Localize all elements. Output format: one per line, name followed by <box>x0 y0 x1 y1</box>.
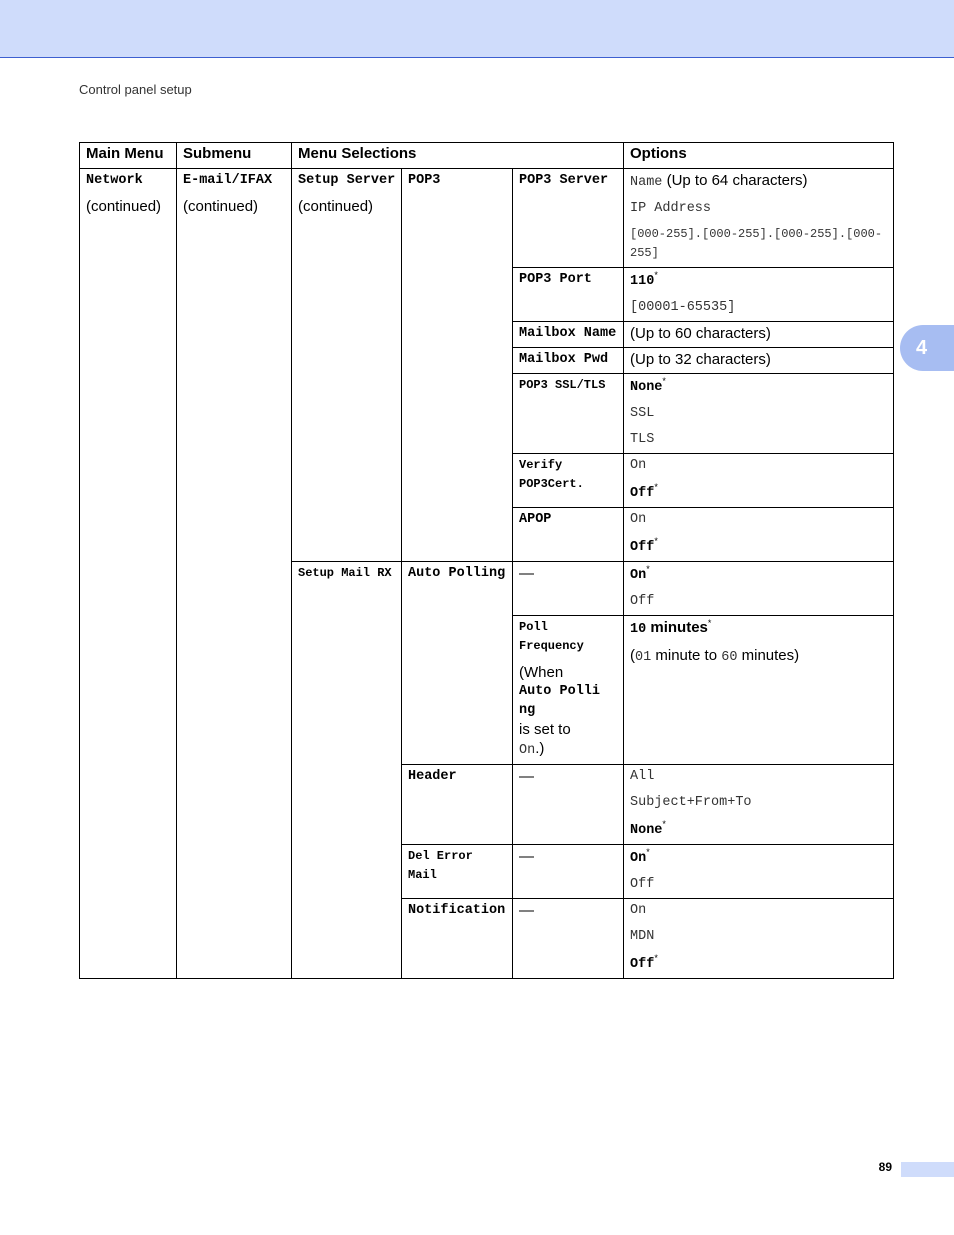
setup-mail-rx-cell <box>292 562 402 979</box>
option-off: Off <box>630 594 655 609</box>
mailbox-pwd-options <box>624 348 894 374</box>
option-ip-range: [000-255].[000-255].[000-255].[000-255] <box>630 227 883 260</box>
default-marker: * <box>654 270 658 280</box>
range-mid: minute to <box>651 647 722 664</box>
pop3-server-label: POP3 Server <box>519 173 609 188</box>
range-min: 01 <box>635 650 652 665</box>
setup-server-note: (continued) <box>298 198 374 215</box>
default-marker: * <box>662 376 666 386</box>
header-submenu: Submenu <box>177 143 292 169</box>
option-default-num: 10 <box>630 622 647 637</box>
default-marker: * <box>654 953 658 963</box>
option-none: None <box>630 823 663 838</box>
option-port-range: [00001-65535] <box>630 300 736 315</box>
default-marker: * <box>646 564 650 574</box>
verify-cert-label: Verify POP3Cert. <box>519 458 584 491</box>
pop3-port-label: POP3 Port <box>519 272 592 287</box>
option-none: None <box>630 380 663 395</box>
del-error-mail-options <box>624 845 894 899</box>
auto-polling-sub <box>513 562 624 616</box>
header-sub <box>513 765 624 845</box>
option-on: On <box>630 903 647 918</box>
dash: — <box>519 768 534 785</box>
mailbox-name-cell <box>513 322 624 348</box>
poll-frequency-label: Poll Frequency <box>519 620 584 653</box>
mailbox-name-options <box>624 322 894 348</box>
main-menu-cell <box>80 169 177 979</box>
notification-cell <box>402 899 513 979</box>
option-on: On <box>630 851 647 866</box>
pop3-server-options <box>624 169 894 268</box>
default-marker: * <box>654 536 658 546</box>
verify-cert-options <box>624 454 894 508</box>
option-all: All <box>630 769 655 784</box>
dash: — <box>519 848 534 865</box>
poll-when-value: On <box>519 743 536 758</box>
del-error-mail-label: Del Error Mail <box>408 849 473 882</box>
header-label: Header <box>408 769 457 784</box>
main-menu-name: Network <box>86 173 143 188</box>
option-subject-from-to: Subject+From+To <box>630 795 752 810</box>
default-marker: * <box>654 482 658 492</box>
option-default-unit: minutes <box>646 619 708 636</box>
dash: — <box>519 565 534 582</box>
header-menu-selections: Menu Selections <box>292 143 624 169</box>
menu-table <box>79 142 894 979</box>
option-off: Off <box>630 877 655 892</box>
default-marker: * <box>662 819 666 829</box>
header-options: Options <box>624 143 894 169</box>
option-ip-address: IP Address <box>630 201 712 216</box>
apop-cell <box>513 508 624 562</box>
submenu-cell <box>177 169 292 979</box>
apop-label: APOP <box>519 512 552 527</box>
default-marker: * <box>707 618 712 628</box>
option-mdn: MDN <box>630 929 655 944</box>
poll-frequency-cell <box>513 616 624 765</box>
mailbox-pwd-cell <box>513 348 624 374</box>
option-off: Off <box>630 957 655 972</box>
main-menu-note: (continued) <box>86 198 162 215</box>
option-name-desc: (Up to 64 characters) <box>662 172 808 189</box>
table-row <box>80 169 894 268</box>
apop-options <box>624 508 894 562</box>
poll-when-close: .) <box>535 740 545 757</box>
pop3-port-cell <box>513 268 624 322</box>
option-mailbox-pwd: (Up to 32 characters) <box>630 351 771 368</box>
range-max: 60 <box>721 650 738 665</box>
pop3-ssl-cell <box>513 374 624 454</box>
setup-server-name: Setup Server <box>298 173 396 188</box>
option-default-port: 110 <box>630 274 655 289</box>
submenu-name: E-mail/IFAX <box>183 173 273 188</box>
option-on: On <box>630 568 647 583</box>
notification-options <box>624 899 894 979</box>
pop3-ssl-label: POP3 SSL/TLS <box>519 378 606 392</box>
del-error-mail-sub <box>513 845 624 899</box>
top-band <box>0 0 954 58</box>
header-options <box>624 765 894 845</box>
auto-polling-cell <box>402 562 513 765</box>
mailbox-name-label: Mailbox Name <box>519 326 617 341</box>
auto-polling-label: Auto Polling <box>408 566 506 581</box>
poll-when-open: (When <box>519 664 564 681</box>
notification-sub <box>513 899 624 979</box>
pop3-ssl-options <box>624 374 894 454</box>
option-on: On <box>630 512 647 527</box>
poll-when-mid: is set to <box>519 721 571 738</box>
option-mailbox-name: (Up to 60 characters) <box>630 325 771 342</box>
page-header-title: Control panel setup <box>79 82 192 97</box>
default-marker: * <box>646 847 650 857</box>
pop3-port-options <box>624 268 894 322</box>
page-number: 89 <box>878 1160 892 1174</box>
table-header-row <box>80 143 894 169</box>
setup-server-cell <box>292 169 402 562</box>
option-off: Off <box>630 540 655 555</box>
option-ssl: SSL <box>630 406 655 421</box>
pop3-cell <box>402 169 513 562</box>
mailbox-pwd-label: Mailbox Pwd <box>519 352 609 367</box>
dash: — <box>519 902 534 919</box>
verify-cert-cell <box>513 454 624 508</box>
header-cell <box>402 765 513 845</box>
option-name: Name <box>630 175 663 190</box>
option-on: On <box>630 458 647 473</box>
range-close: minutes) <box>737 647 800 664</box>
range-open: ( <box>630 647 635 664</box>
del-error-mail-cell <box>402 845 513 899</box>
submenu-note: (continued) <box>183 198 259 215</box>
poll-when-setting: Auto Polli ng <box>519 684 601 718</box>
header-main-menu: Main Menu <box>80 143 177 169</box>
pop3-server-cell <box>513 169 624 268</box>
notification-label: Notification <box>408 903 506 918</box>
auto-polling-options <box>624 562 894 616</box>
pop3-label: POP3 <box>408 173 441 188</box>
poll-frequency-options <box>624 616 894 765</box>
footer-bar <box>901 1162 954 1177</box>
setup-mail-rx-label: Setup Mail RX <box>298 566 392 580</box>
option-tls: TLS <box>630 432 655 447</box>
option-off: Off <box>630 486 655 501</box>
chapter-tab: 4 <box>900 325 954 371</box>
